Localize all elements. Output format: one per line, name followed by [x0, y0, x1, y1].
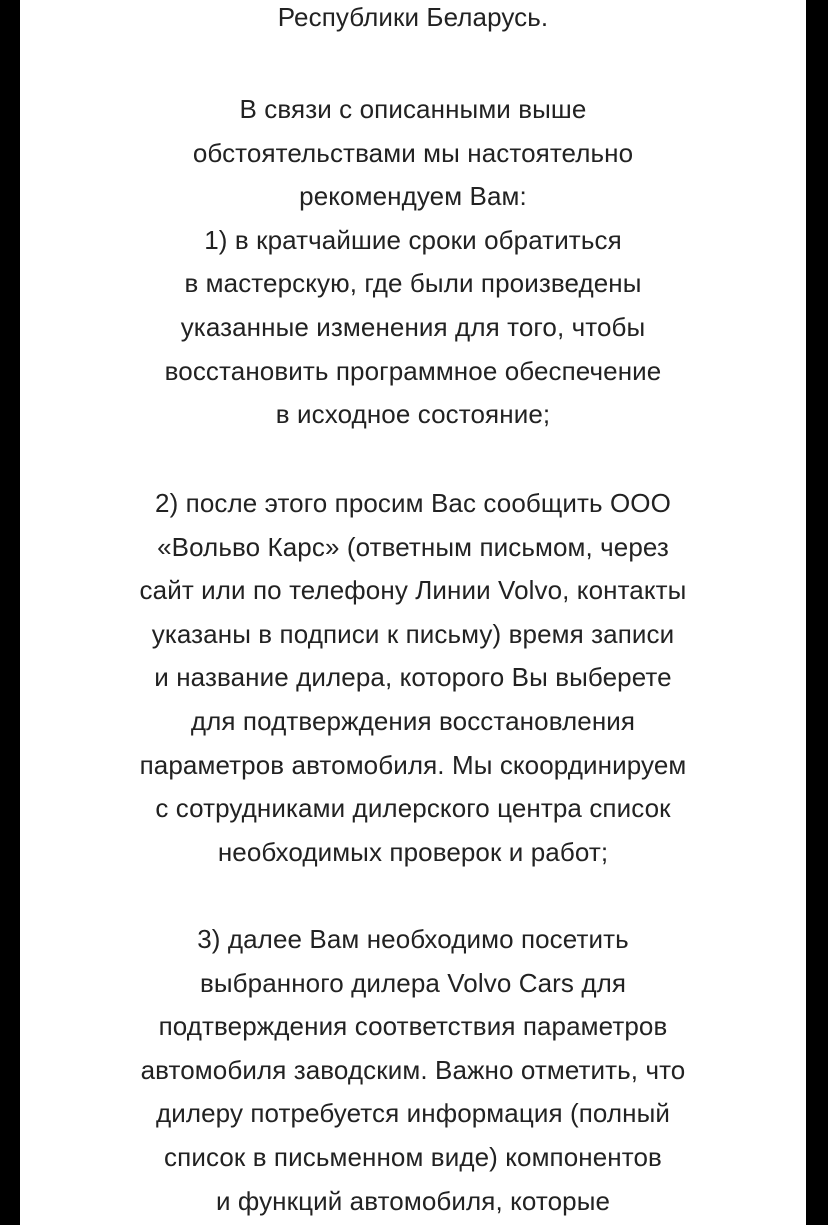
text-line: автомобиля заводским. Важно отметить, что — [140, 1054, 686, 1085]
text-line: в исходное состояние; — [275, 399, 551, 430]
text-line: дилеру потребуется информация (полный — [155, 1098, 671, 1129]
text-line: в мастерскую, где были произведены — [184, 268, 642, 299]
text-line: указанные изменения для того, чтобы — [180, 311, 646, 342]
paragraph-step-2 — [20, 482, 806, 874]
paragraph-country — [20, 0, 806, 40]
text-line: и название дилера, которого Вы выберете — [154, 662, 672, 693]
text-line: обстоятельствами мы настоятельно — [192, 137, 634, 168]
paragraph-step-3 — [20, 918, 806, 1223]
text-line: указаны в подписи к письму) время записи — [151, 618, 675, 649]
text-line: и функций автомобиля, которые — [215, 1185, 611, 1216]
text-line: сайт или по телефону Линии Volvo, контакты — [139, 575, 687, 606]
text-line: В связи с описанными выше — [239, 94, 587, 124]
text-line: «Вольво Карс» (ответным письмом, через — [157, 531, 669, 562]
text-line: 3) далее Вам необходимо посетить — [197, 924, 629, 954]
screen-edge-left — [0, 0, 20, 1225]
text-line: подтверждения соответствия параметров — [158, 1011, 668, 1042]
text-line: параметров автомобиля. Мы скоординируем — [139, 749, 687, 780]
text-line: восстановить программное обеспечение — [164, 355, 662, 386]
paragraph-recommendation — [20, 88, 806, 437]
document-page[interactable] — [20, 0, 806, 1225]
text-line: 1) в кратчайшие сроки обратиться — [204, 224, 622, 255]
text-line: с сотрудниками дилерского центра список — [155, 793, 671, 824]
screen-edge-right — [806, 0, 828, 1225]
text-line: 2) после этого просим Вас сообщить ООО — [155, 488, 671, 518]
text-line: Республики Беларусь. — [277, 2, 549, 32]
text-line: для подтверждения восстановления — [190, 705, 636, 736]
text-line: список в письменном виде) компонентов — [164, 1141, 662, 1172]
text-line: рекомендуем Вам: — [299, 181, 527, 212]
text-line: выбранного дилера Volvo Cars для — [199, 967, 627, 998]
text-line: необходимых проверок и работ; — [217, 836, 609, 867]
